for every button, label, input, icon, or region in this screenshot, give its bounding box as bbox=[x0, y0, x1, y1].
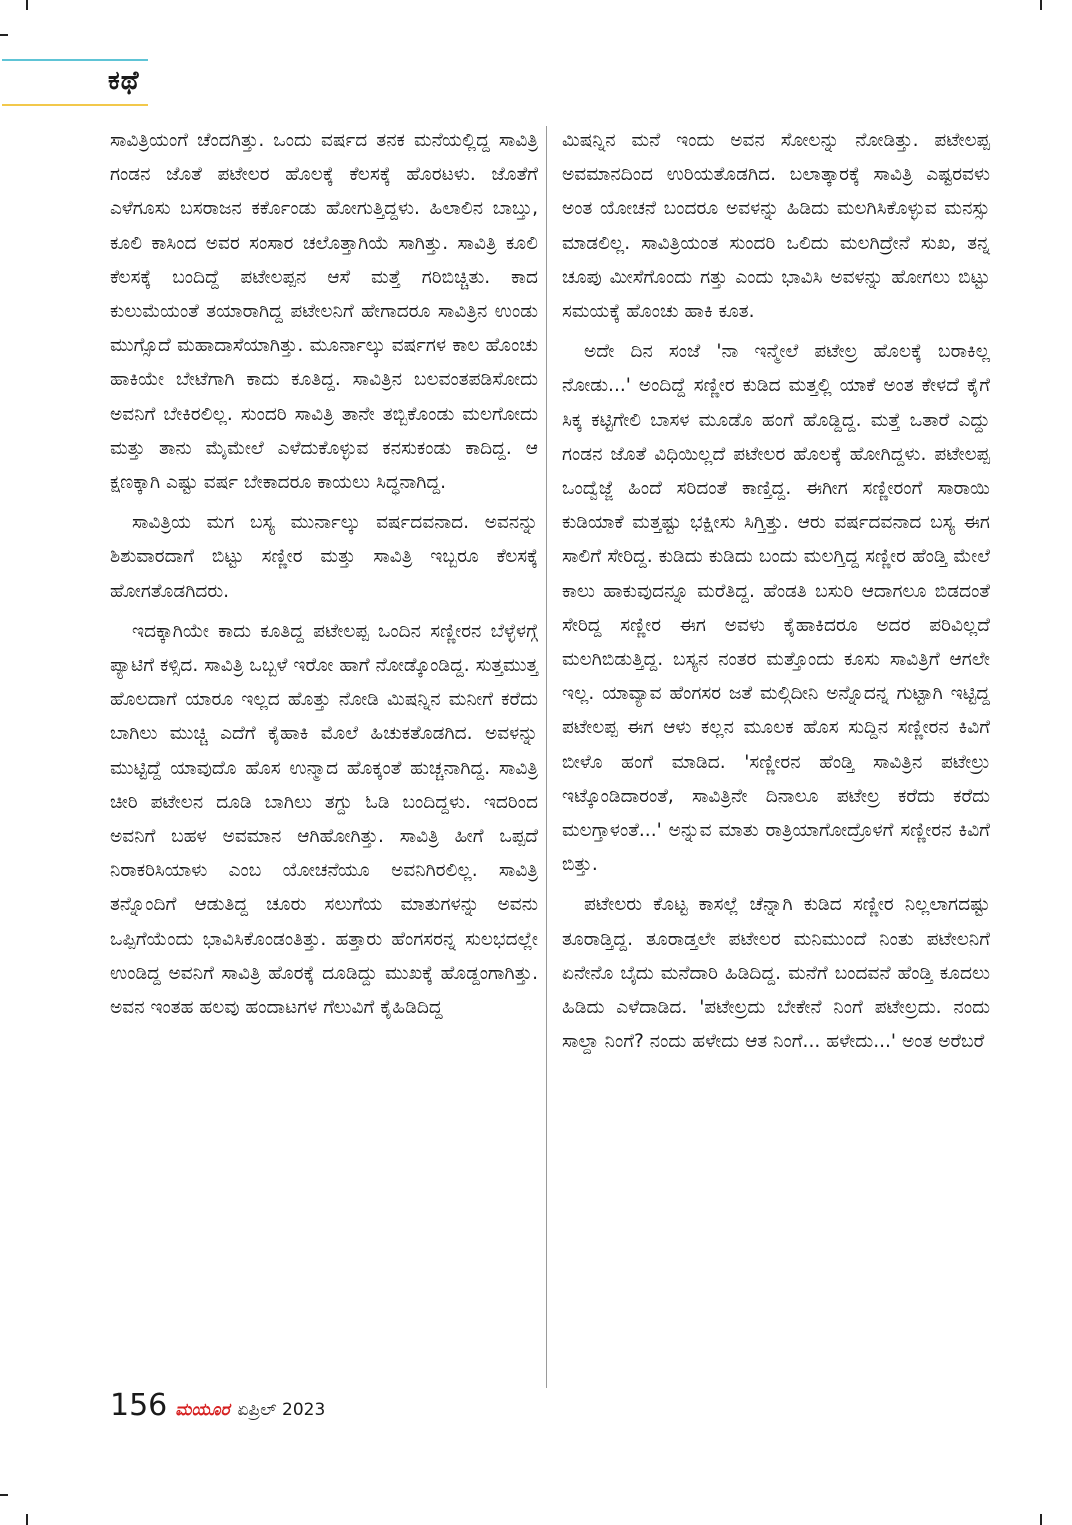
crop-mark-left-upper bbox=[0, 34, 8, 36]
accent-line-bottom bbox=[2, 104, 148, 106]
page-number: 156 bbox=[110, 1388, 168, 1423]
article-column-left bbox=[110, 124, 538, 1025]
article-paragraph: ಸಾವಿತ್ರಿಯಂಗೆ ಚೆಂದಗಿತ್ತು. ಒಂದು ವರ್ಷದ ತನಕ ಮನೆಯಲ್ಲಿದ್ದ ಸಾವಿತ್ರಿ ಗಂಡನ ಜೊತೆ ಪಟೇಲರ ಹೊಲಕ್ಕೆ ಕೆಲಸಕ್ಕೆ ಹೊರಟಳು. ಜೊತೆಗೆ ಎಳೆಗೂಸು ಬಸರಾಜನ ಕರ್ಕೊಂಡು ಹೋಗುತ್ತಿದ್ದಳು. ಹಿಲಾಲಿನ ಬಾಬ್ತು, ಕೂಲಿ ಕಾಸಿಂದ ಅವರ ಸಂಸಾರ ಚಲೊತ್ತಾಗಿಯೆ ಸಾಗಿತ್ತು. ಸಾವಿತ್ರಿ ಕೂಲಿ ಕೆಲಸಕ್ಕೆ ಬಂದಿದ್ದೆ ಪಟೇಲಪ್ಪನ ಆಸೆ ಮತ್ತೆ ಗರಿಬಿಚ್ಚಿತು. ಕಾದ ಕುಲುಮೆಯಂತೆ ತಯಾರಾಗಿದ್ದ ಪಟೇಲನಿಗೆ ಹೇಗಾದರೂ ಸಾವಿತ್ರಿನ ಉಂಡು ಮುಗ್ಸೊದೆ ಮಹಾದಾಸೆಯಾಗಿತ್ತು. ಮೂರ್ನಾಲ್ಕು ವರ್ಷಗಳ ಕಾಲ ಹೊಂಚು ಹಾಕಿಯೇ ಬೇಟೆಗಾಗಿ ಕಾದು ಕೂತಿದ್ದ. ಸಾವಿತ್ರಿನ ಬಲವಂತಪಡಿಸೋದು ಅವನಿಗೆ ಬೇಕಿರಲಿಲ್ಲ. ಸುಂದರಿ ಸಾವಿತ್ರಿ ತಾನೇ ತಬ್ಬಿಕೊಂಡು ಮಲಗೋದು ಮತ್ತು ತಾನು ಮೈಮೇಲೆ ಎಳೆದುಕೊಳ್ಳುವ ಕನಸುಕಂಡು ಕಾದಿದ್ದ. ಆ ಕ್ಷಣಕ್ಕಾಗಿ ಎಷ್ಟು ವರ್ಷ ಬೇಕಾದರೂ ಕಾಯಲು ಸಿದ್ಧನಾಗಿದ್ದ. bbox=[110, 130, 538, 494]
article-paragraph: ಅದೇ ದಿನ ಸಂಜೆ 'ನಾ ಇನ್ಮೇಲೆ ಪಟೇಲ್ರ ಹೊಲಕ್ಕೆ ಬರಾಕಿಲ್ಲ ನೋಡು...' ಅಂದಿದ್ದೆ ಸಣ್ಣೀರ ಕುಡಿದ ಮತ್ತಲ್ಲಿ ಯಾಕೆ ಅಂತ ಕೇಳದೆ ಕೈಗೆ ಸಿಕ್ಕ ಕಟ್ಟಿಗೇಲಿ ಬಾಸಳ ಮೂಡೊ ಹಂಗೆ ಹೊಡ್ದಿದ್ದ. ಮತ್ತೆ ಒತಾರೆ ಎದ್ದು ಗಂಡನ ಜೊತೆ ವಿಧಿಯಿಲ್ಲದೆ ಪಟೇಲರ ಹೊಲಕ್ಕೆ ಹೋಗಿದ್ದಳು. ಪಟೇಲಪ್ಪ ಒಂದ್ವೆಜ್ಜೆ ಹಿಂದೆ ಸರಿದಂತೆ ಕಾಣ್ತಿದ್ದ. ಈಗೀಗ ಸಣ್ಣೀರಂಗೆ ಸಾರಾಯಿ ಕುಡಿಯಾಕೆ ಮತ್ತಷ್ಟು ಭಕ್ಷೀಸು ಸಿಗ್ತಿತ್ತು. ಆರು ವರ್ಷದವನಾದ ಬಸ್ಯ ಈಗ ಸಾಲಿಗೆ ಸೇರಿದ್ದ. ಕುಡಿದು ಕುಡಿದು ಬಂದು ಮಲಗ್ತಿದ್ದ ಸಣ್ಣೀರ ಹೆಂಡ್ತಿ ಮೇಲೆ ಕಾಲು ಹಾಕುವುದನ್ನೂ ಮರೆತಿದ್ದ. ಹೆಂಡತಿ ಬಸುರಿ ಆದಾಗಲೂ ಬಿಡದಂತೆ ಸೇರಿದ್ದ ಸಣ್ಣೀರ ಈಗ ಅವಳು ಕೈಹಾಕಿದರೂ ಅದರ ಪರಿವಿಲ್ಲದೆ ಮಲಗಿಬಿಡುತ್ತಿದ್ದ. ಬಸ್ಯನ ನಂತರ ಮತ್ತೊಂದು ಕೂಸು ಸಾವಿತ್ರಿಗೆ ಆಗಲೇ ಇಲ್ಲ. ಯಾವ್ಯಾವ ಹೆಂಗಸರ ಜತೆ ಮಲ್ಗಿದೀನಿ ಅನ್ನೊದನ್ನ ಗುಟ್ಟಾಗಿ ಇಟ್ಟಿದ್ದ ಪಟೇಲಪ್ಪ ಈಗ ಆಳು ಕಲ್ಲನ ಮೂಲಕ ಹೊಸ ಸುದ್ದಿನ ಸಣ್ಣೀರನ ಕಿವಿಗೆ ಬೀಳೊ ಹಂಗೆ ಮಾಡಿದ. 'ಸಣ್ಣೀರನ ಹೆಂಡ್ತಿ ಸಾವಿತ್ರಿನ ಪಟೇಲ್ರು ಇಟ್ಕೊಂಡಿದಾರಂತೆ, ಸಾವಿತ್ರಿನೇ ದಿನಾಲೂ ಪಟೇಲ್ರ ಕರೆದು ಕರೆದು ಮಲಗ್ತಾಳಂತೆ...' ಅನ್ನುವ ಮಾತು ರಾತ್ರಿಯಾಗೋದ್ರೊಳಗೆ ಸಣ್ಣೀರನ ಕಿವಿಗೆ ಬಿತ್ತು. bbox=[562, 341, 990, 876]
column-divider bbox=[546, 126, 547, 1388]
crop-mark-bottom-left bbox=[26, 1514, 28, 1525]
article-paragraph: ಸಾವಿತ್ರಿಯ ಮಗ ಬಸ್ಯ ಮುರ್ನಾಲ್ಕು ವರ್ಷದವನಾದ. ಅವನನ್ನು ಶಿಶುವಾರದಾಗೆ ಬಿಟ್ಟು ಸಣ್ಣೀರ ಮತ್ತು ಸಾವಿತ್ರಿ ಇಬ್ಬರೂ ಕೆಲಸಕ್ಕೆ ಹೋಗತೊಡಗಿದರು. bbox=[110, 512, 538, 602]
article-column-right bbox=[562, 124, 990, 1059]
page-footer bbox=[110, 1388, 325, 1423]
magazine-name: ಮಯೂರ bbox=[175, 1400, 230, 1420]
crop-mark-top-left bbox=[26, 0, 28, 10]
article-paragraph: ಪಟೇಲರು ಕೊಟ್ಟ ಕಾಸಲ್ಲೆ ಚೆನ್ನಾಗಿ ಕುಡಿದ ಸಣ್ಣೀರ ನಿಲ್ಲಲಾಗದಷ್ಟು ತೂರಾಡ್ತಿದ್ದ. ತೂರಾಡ್ತಲೇ ಪಟೇಲರ ಮನಿಮುಂದೆ ನಿಂತು ಪಟೇಲನಿಗೆ ಏನೇನೊ ಬೈದು ಮನೆದಾರಿ ಹಿಡಿದಿದ್ದ. ಮನೆಗೆ ಬಂದವನೆ ಹೆಂಡ್ತಿ ಕೂದಲು ಹಿಡಿದು ಎಳೆದಾಡಿದ. 'ಪಟೇಲ್ರದು ಬೇಕೇನೆ ನಿಂಗೆ ಪಟೇಲ್ರದು. ನಂದು ಸಾಲ್ದಾ ನಿಂಗೆ? ನಂದು ಹಳೇದು ಆತ ನಿಂಗೆ... ಹಳೇದು...' ಅಂತ ಅರೆಬರೆ bbox=[562, 894, 990, 1053]
crop-mark-left-lower bbox=[0, 1494, 8, 1496]
article-paragraph: ಮಿಷನ್ನಿನ ಮನೆ ಇಂದು ಅವನ ಸೋಲನ್ನು ನೋಡಿತ್ತು. ಪಟೇಲಪ್ಪ ಅವಮಾನದಿಂದ ಉರಿಯತೊಡಗಿದ. ಬಲಾತ್ಕಾರಕ್ಕೆ ಸಾವಿತ್ರಿ ಎಷ್ಟರವಳು ಅಂತ ಯೋಚನೆ ಬಂದರೂ ಅವಳನ್ನು ಹಿಡಿದು ಮಲಗಿಸಿಕೊಳ್ಳುವ ಮನಸ್ಸು ಮಾಡಲಿಲ್ಲ. ಸಾವಿತ್ರಿಯಂತ ಸುಂದರಿ ಒಲಿದು ಮಲಗಿದ್ರೇನೆ ಸುಖ, ತನ್ನ ಚೂಪು ಮೀಸೆಗೊಂದು ಗತ್ತು ಎಂದು ಭಾವಿಸಿ ಅವಳನ್ನು ಹೋಗಲು ಬಿಟ್ಟು ಸಮಯಕ್ಕೆ ಹೊಂಚು ಹಾಕಿ ಕೂತ. bbox=[562, 130, 990, 323]
crop-mark-top-right bbox=[1040, 0, 1042, 10]
accent-line-top bbox=[2, 59, 148, 61]
article-paragraph: ಇದಕ್ಕಾಗಿಯೇ ಕಾದು ಕೂತಿದ್ದ ಪಟೇಲಪ್ಪ ಒಂದಿನ ಸಣ್ಣೀರನ ಬೆಳ್ಳೆಳಗ್ಗೆ ಪ್ಯಾಟಿಗೆ ಕಳ್ಸಿದ. ಸಾವಿತ್ರಿ ಒಬ್ಬಳೆ ಇರೋ ಹಾಗೆ ನೋಡ್ಕೊಂಡಿದ್ದ. ಸುತ್ತಮುತ್ತ ಹೊಲದಾಗೆ ಯಾರೂ ಇಲ್ಲದ ಹೊತ್ತು ನೋಡಿ ಮಿಷನ್ನಿನ ಮನೀಗೆ ಕರೆದು ಬಾಗಿಲು ಮುಚ್ಚಿ ಎದೆಗೆ ಕೈಹಾಕಿ ಮೊಲೆ ಹಿಚುಕತೊಡಗಿದ. ಅವಳನ್ನು ಮುಟ್ಟಿದ್ದೆ ಯಾವುದೊ ಹೊಸ ಉನ್ಮಾದ ಹೊಕ್ಕಂತೆ ಹುಚ್ಚನಾಗಿದ್ದ. ಸಾವಿತ್ರಿ ಚೀರಿ ಪಟೇಲನ ದೂಡಿ ಬಾಗಿಲು ತಗ್ದು ಓಡಿ ಬಂದಿದ್ದಳು. ಇದರಿಂದ ಅವನಿಗೆ ಬಹಳ ಅವಮಾನ ಆಗಿಹೋಗಿತ್ತು. ಸಾವಿತ್ರಿ ಹೀಗೆ ಒಪ್ಪದೆ ನಿರಾಕರಿಸಿಯಾಳು ಎಂಬ ಯೋಚನೆಯೂ ಅವನಿಗಿರಲಿಲ್ಲ. ಸಾವಿತ್ರಿ ತನ್ನೊಂದಿಗೆ ಆಡುತಿದ್ದ ಚೂರು ಸಲುಗೆಯ ಮಾತುಗಳನ್ನು ಅವನು ಒಪ್ಪಿಗೆಯೆಂದು ಭಾವಿಸಿಕೊಂಡಂತಿತ್ತು. ಹತ್ತಾರು ಹೆಂಗಸರನ್ನ ಸುಲಭದಲ್ಲೇ ಉಂಡಿದ್ದ ಅವನಿಗೆ ಸಾವಿತ್ರಿ ಹೊರಕ್ಕೆ ದೂಡಿದ್ದು ಮುಖಕ್ಕೆ ಹೊಡ್ದಂಗಾಗಿತ್ತು. ಅವನ ಇಂತಹ ಹಲವು ಹಂದಾಟಗಳ ಗೆಲುವಿಗೆ ಕೈಹಿಡಿದಿದ್ದ bbox=[110, 620, 538, 1019]
issue-date: ಏಪ್ರಿಲ್ 2023 bbox=[237, 1400, 326, 1420]
crop-mark-bottom-right bbox=[1040, 1514, 1042, 1525]
section-title: ಕಥೆ bbox=[108, 66, 140, 96]
